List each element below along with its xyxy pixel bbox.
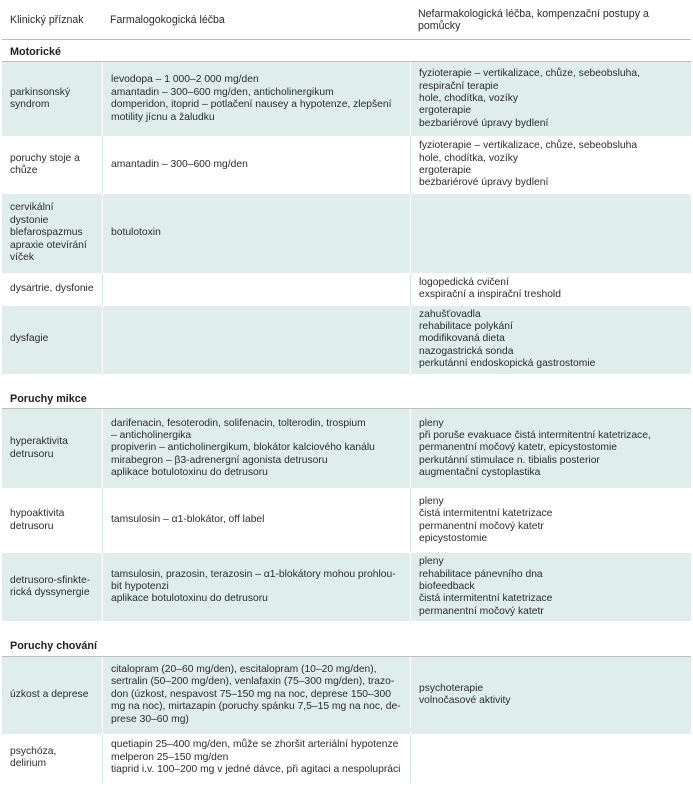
cell-symptom bbox=[2, 62, 102, 137]
pharma-line: amantadin – 300–600 mg/den bbox=[111, 158, 248, 170]
nonpharma-line: pleny bbox=[419, 495, 444, 507]
pharma-line: prese 30–60 mg) bbox=[111, 713, 189, 725]
cell-nonpharma bbox=[410, 137, 691, 194]
cell-pharma bbox=[102, 553, 410, 622]
symptom-line: poruchy stoje a bbox=[10, 152, 80, 164]
cell-symptom bbox=[2, 657, 102, 735]
nonpharma-line: bezbariérové úpravy bydlení bbox=[419, 177, 549, 189]
pharma-line: mg na noc), mirtazapin (poruchy spánku 7,5–15 mg na noc, de- bbox=[111, 701, 401, 713]
pharma-line: aplikace botulotoxinu do detrusoru bbox=[111, 467, 268, 479]
symptom-line: detrusoru bbox=[10, 520, 54, 532]
nonpharma-line: exspirační a inspirační treshold bbox=[419, 289, 561, 301]
cell-nonpharma bbox=[410, 657, 691, 735]
nonpharma-line: bezbariérové úpravy bydlení bbox=[419, 117, 549, 129]
symptom-line: hyperaktivita bbox=[10, 436, 68, 448]
symptom-line: rická dyssynergie bbox=[10, 587, 90, 599]
cell-symptom bbox=[2, 735, 102, 783]
cell-pharma bbox=[102, 409, 410, 489]
nonpharma-line: nazogastrická sonda bbox=[419, 345, 514, 357]
section-title: Motorické bbox=[2, 40, 691, 62]
cell-nonpharma bbox=[410, 274, 691, 306]
treatment-table bbox=[2, 0, 691, 783]
pharma-line: darifenacin, fesoterodin, solifenacin, tolterodin, trospium bbox=[111, 417, 366, 429]
pharma-line: aplikace botulotoxinu do detrusoru bbox=[111, 593, 268, 605]
symptom-line: detrusoro-sfinkte- bbox=[10, 574, 91, 586]
header-nonpharma: Nefarmakologická léčba, kompenzační postupy a pomůcky bbox=[410, 0, 691, 40]
symptom-line: detrusoru bbox=[10, 448, 54, 460]
pharma-line: melperon 25–150 mg/den bbox=[111, 751, 229, 763]
pharma-line: tamsulosin – α1-blokátor, off label bbox=[111, 514, 265, 526]
section-title: Poruchy mikce bbox=[2, 387, 691, 409]
symptom-line: cervikální bbox=[10, 202, 54, 214]
section-spacer bbox=[2, 622, 691, 634]
pharma-line: don (úzkost, nespavost 75–150 mg na noc, deprese 150–300 bbox=[111, 688, 391, 700]
cell-symptom bbox=[2, 274, 102, 306]
cell-symptom bbox=[2, 306, 102, 375]
cell-nonpharma bbox=[410, 489, 691, 553]
nonpharma-line: modifikovaná dieta bbox=[419, 333, 505, 345]
nonpharma-line: hole, chodítka, vozíky bbox=[419, 93, 519, 105]
symptom-line: víček bbox=[10, 251, 35, 263]
pharma-line: quetiapin 25–400 mg/den, může se zhoršit arteriální hypotenze bbox=[111, 739, 399, 751]
table-row bbox=[2, 553, 691, 622]
nonpharma-line: fyzioterapie – vertikalizace, chůze, sebeobsluha bbox=[419, 140, 638, 152]
pharma-line: amantadin – 300–600 mg/den, anticholinergikum bbox=[111, 86, 334, 98]
cell-pharma bbox=[102, 735, 410, 783]
nonpharma-line: respirační terapie bbox=[419, 80, 499, 92]
cell-pharma bbox=[102, 489, 410, 553]
table-row bbox=[2, 274, 691, 306]
cell-symptom bbox=[2, 489, 102, 553]
cell-nonpharma bbox=[410, 306, 691, 375]
pharma-line: propiverin – anticholinergikum, blokátor kalciového kanálu bbox=[111, 442, 375, 454]
cell-pharma bbox=[102, 306, 410, 375]
symptom-line: úzkost a deprese bbox=[10, 688, 89, 700]
cell-symptom bbox=[2, 194, 102, 274]
nonpharma-line: perkutánní endoskopická gastrostomie bbox=[419, 358, 596, 370]
symptom-line: syndrom bbox=[10, 99, 50, 111]
table-row bbox=[2, 137, 691, 194]
cell-symptom bbox=[2, 409, 102, 489]
nonpharma-line: pleny bbox=[419, 556, 444, 568]
nonpharma-line: permanentní močový katetr, epicystostomie bbox=[419, 442, 618, 454]
pharma-line: tiaprid i.v. 100–200 mg v jedné dávce, při agitaci a nespolupráci bbox=[111, 764, 401, 776]
nonpharma-line: perkutánní stimulace n. tibialis posterior bbox=[419, 454, 600, 466]
pharma-line: levodopa – 1 000–2 000 mg/den bbox=[111, 74, 259, 86]
nonpharma-line: ergoterapie bbox=[419, 105, 472, 117]
cell-nonpharma bbox=[410, 62, 691, 137]
symptom-line: hypoaktivita bbox=[10, 508, 65, 520]
cell-nonpharma bbox=[410, 735, 691, 783]
header-symptom: Klinický příznak bbox=[2, 0, 102, 40]
cell-pharma bbox=[102, 194, 410, 274]
table-row bbox=[2, 194, 691, 274]
nonpharma-line: epicystostomie bbox=[419, 533, 488, 544]
cell-pharma bbox=[102, 137, 410, 194]
table-body bbox=[2, 40, 691, 783]
nonpharma-line: volnočasové aktivity bbox=[419, 695, 511, 707]
symptom-line: blefarospazmus bbox=[10, 227, 83, 239]
pharma-line: motility jícnu a žaludku bbox=[111, 111, 215, 123]
pharma-line: citalopram (20–60 mg/den), escitalopram (10–20 mg/den), bbox=[111, 664, 377, 676]
nonpharma-line: augmentační cystoplastika bbox=[419, 467, 541, 479]
nonpharma-line: biofeedback bbox=[419, 580, 475, 592]
cell-nonpharma bbox=[410, 553, 691, 622]
table-row bbox=[2, 62, 691, 137]
pharma-line: sertralin (50–200 mg/den), venlafaxin (75–300 mg/den), trazo- bbox=[111, 676, 395, 688]
nonpharma-line: rehabilitace polykání bbox=[419, 321, 513, 333]
pharma-line: – anticholinergika bbox=[111, 429, 192, 441]
pharma-line: botulotoxin bbox=[111, 227, 161, 239]
cell-pharma bbox=[102, 274, 410, 306]
pharma-line: bit hypotenzi bbox=[111, 580, 169, 592]
header-row bbox=[2, 0, 691, 40]
section-spacer bbox=[2, 375, 691, 387]
symptom-line: dysfagie bbox=[10, 333, 49, 345]
pharma-line: mirabegron – β3-adrenergní agonista detrusoru bbox=[111, 454, 328, 466]
nonpharma-line: permanentní močový katetr bbox=[419, 520, 544, 532]
section-header bbox=[2, 387, 691, 409]
nonpharma-line: čistá intermitentní katetrizace bbox=[419, 508, 553, 520]
table-row bbox=[2, 306, 691, 375]
symptom-line: apraxie otevírání bbox=[10, 239, 87, 251]
pharma-line: tamsulosin, prazosin, terazosin – α1-blokátory mohou prohlou- bbox=[111, 568, 396, 580]
table-row bbox=[2, 409, 691, 489]
symptom-line: dysartrie, dysfonie bbox=[10, 283, 94, 295]
section-header bbox=[2, 634, 691, 656]
table-row bbox=[2, 657, 691, 735]
nonpharma-line: pleny bbox=[419, 417, 444, 429]
symptom-line: chůze bbox=[10, 165, 38, 177]
table-row bbox=[2, 489, 691, 553]
header-pharma: Farmalogokogická léčba bbox=[102, 0, 410, 40]
cell-nonpharma bbox=[410, 409, 691, 489]
cell-pharma bbox=[102, 657, 410, 735]
section-header bbox=[2, 40, 691, 62]
nonpharma-line: čistá intermitentní katetrizace bbox=[419, 593, 553, 605]
symptom-line: psychóza, bbox=[10, 745, 57, 757]
section-title: Poruchy chování bbox=[2, 634, 691, 656]
pharma-line: domperidon, itoprid – potlačení nausey a hypotenze, zlepšení bbox=[111, 99, 392, 111]
symptom-line: dystonie bbox=[10, 214, 49, 226]
cell-nonpharma bbox=[410, 194, 691, 274]
nonpharma-line: při poruše evakuace čistá intermitentní katetrizace, bbox=[419, 429, 651, 441]
nonpharma-line: zahušťovadla bbox=[419, 308, 481, 320]
cell-symptom bbox=[2, 553, 102, 622]
nonpharma-line: logopedická cvičení bbox=[419, 276, 509, 288]
nonpharma-line: ergoterapie bbox=[419, 165, 472, 177]
table-row bbox=[2, 735, 691, 783]
cell-symptom bbox=[2, 137, 102, 194]
nonpharma-line: psychoterapie bbox=[419, 682, 484, 694]
symptom-line: parkinsonský bbox=[10, 86, 71, 98]
symptom-line: delirium bbox=[10, 758, 47, 770]
nonpharma-line: rehabilitace pánevního dna bbox=[419, 568, 543, 580]
nonpharma-line: fyzioterapie – vertikalizace, chůze, sebeobsluha, bbox=[419, 68, 640, 80]
nonpharma-line: hole, chodítka, vozíky bbox=[419, 152, 519, 164]
cell-pharma bbox=[102, 62, 410, 137]
nonpharma-line: permanentní močový katetr bbox=[419, 605, 544, 617]
